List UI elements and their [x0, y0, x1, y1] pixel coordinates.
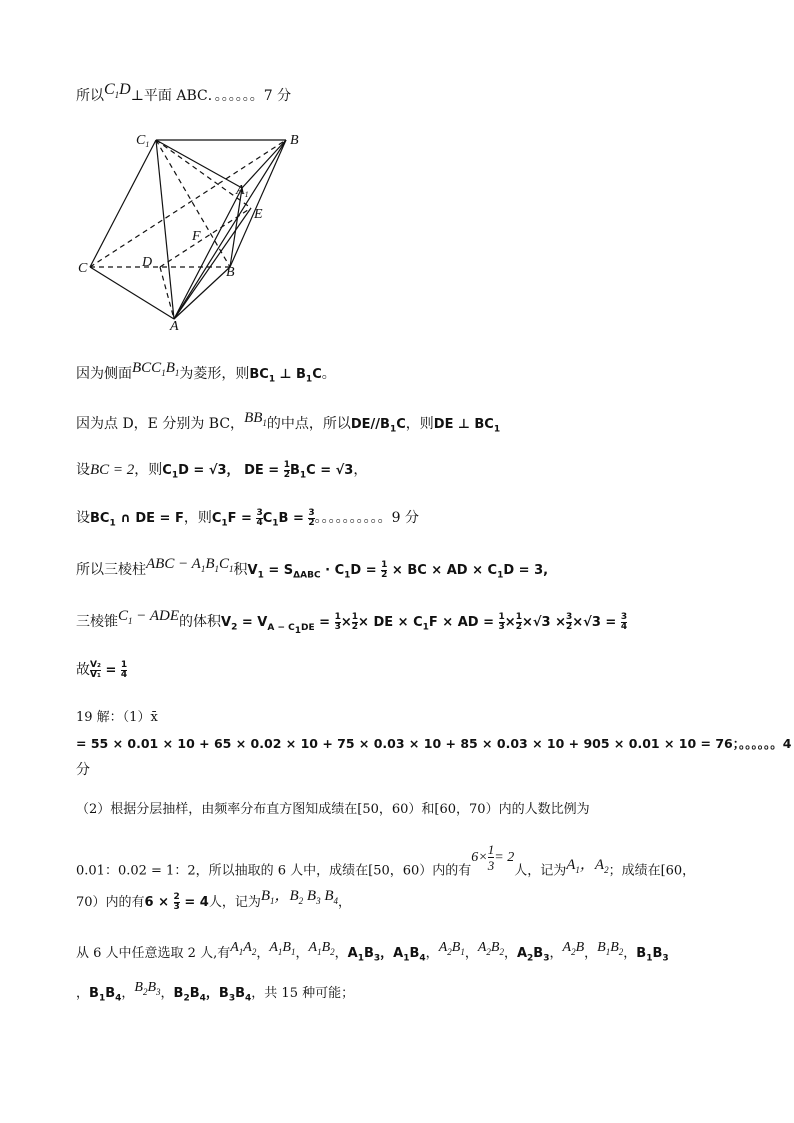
text: 的体积 [179, 614, 222, 630]
text: 因为点 D，E 分别为 BC， [76, 416, 245, 432]
text: ；成绩在[60， [608, 863, 696, 879]
math-6-third: 6× $\frac{1}{3}$ = 2 [471, 842, 515, 873]
line-pairs-2: ，$B_1B_4$，$B_2B_3$，$B_2B_4$，$B_3B_4$，共 15 种可能； [76, 980, 355, 1004]
label-b-top: B [290, 133, 299, 148]
text: 人，记为 [514, 863, 567, 879]
text: ，则 [405, 416, 434, 432]
prism-figure [76, 126, 316, 336]
text: 积 [233, 562, 248, 578]
label-f: F [192, 229, 201, 244]
text: 19 解：（1）x̄ [76, 710, 158, 725]
label-a: A [170, 319, 179, 334]
label-c1: $C_1$ [136, 133, 150, 149]
line-conclusion-perpendicular [76, 81, 292, 111]
line-sample-b: 70）内的有6 × $\frac{2}{3}$ = 4人，记为$B_1$，$B_2$ $B_3$ $B_4$， [76, 888, 352, 912]
line-pairs-1: 从 6 人中任意选取 2 人,有$A_1A_2$，$A_1B_1$，$A_1B_2$，$A_1B_3$，$A_1B_4$，$A_2B_1$，$A_2B_2$，$A_2B_3$，$A_2B$，$B_1B_2$，$B_1B_3$ [76, 940, 669, 964]
math: $C_1F$ = $\frac{3}{4}$ $C_1B$ = $\frac{3}{2}$ [211, 508, 315, 529]
line-intersection [76, 508, 419, 534]
label-e: E [254, 207, 263, 222]
math: $BC_1$ ⊥ $B_1C$ [249, 367, 322, 385]
math: $\frac{\text{V₂}}{\text{V₁}}$ = $\frac{1}{4}$ [90, 660, 128, 680]
label-c: C [78, 261, 88, 276]
math-bcc1b1: $BCC_1B_1$ [132, 360, 180, 378]
math: $C_1D = √3$， DE = $\frac{1}{2}$ $B_1C = √3$ [162, 460, 354, 481]
text: 三棱锥 [76, 614, 118, 630]
text: 从 6 人中任意选取 2 人,有 [76, 946, 231, 961]
text: 为菱形，则 [179, 366, 250, 382]
math: BC = 2 [90, 462, 135, 478]
label-b: B [226, 265, 235, 280]
line-score: 分 [76, 762, 90, 778]
math: DE ⊥ $BC_1$ [433, 417, 501, 435]
math-a1-a2: $A_1$，$A_2$ [566, 856, 609, 875]
text: 设 [76, 510, 90, 526]
text: ，则 [134, 462, 163, 478]
line-pyramid-volume [76, 608, 628, 640]
math: $V_2 = V_{A - C_1DE}$ = $\frac{1}{3}$ × $\frac{1}{2}$ × DE × $C_1F$ × AD = $\frac{1}{3}$ × $\frac{1}{2}$ ×√3 × $\frac{3}{2}$ ×√3 = $\frac{3}{4}$ [221, 612, 628, 636]
math-b1-b4: $B_1$，$B_2$ $B_3$ $B_4$ [260, 888, 339, 906]
math-c1-ade: $C_1$ − ADE [118, 608, 180, 626]
line-ratio [76, 660, 127, 681]
math: $BC_1$ ∩ DE = F [90, 511, 184, 529]
text: 70）内的有 [76, 895, 145, 910]
math-pairs: $A_1A_2$ [230, 940, 257, 957]
text: 0.01：0.02 = 1：2，所以抽取的 6 人中，成绩在[50，60）内的有 [76, 863, 472, 879]
math-c1d: $C_1D$ [104, 81, 131, 101]
line-stratified: （2）根据分层抽样，由频率分布直方图知成绩在[50，60）和[60，70）内的人数比例为 [76, 802, 590, 817]
text: 的中点，所以 [266, 416, 351, 432]
line-sample-a [76, 842, 696, 887]
text: 所以 [76, 88, 104, 104]
math: $DE//B_1C$ [350, 417, 406, 435]
line-q19-start [76, 708, 158, 728]
text: ⊥平面 ABC．。。。。。。7 分 [130, 88, 292, 104]
label-a1: $A_1$ [236, 183, 249, 199]
line-prism-volume [76, 556, 549, 586]
math: $V_1 = S_{\Delta ABC} \cdot C_1D$ = $\frac{1}{2}$ × BC × AD × $C_1D = 3$, [247, 560, 549, 581]
line-midpoints [76, 410, 501, 440]
math-abc-a1b1c1: ABC − $A_1B_1C_1$ [146, 556, 234, 574]
text: 故 [76, 662, 90, 678]
text: 因为侧面 [76, 366, 132, 382]
line-assume-bc [76, 460, 367, 486]
text: ， [353, 462, 368, 478]
text: 。。。。。。。。。。9 分 [314, 510, 420, 526]
text: ，则 [183, 510, 212, 526]
text: ，共 15 种可能； [251, 986, 355, 1001]
line-rhombus [76, 360, 336, 390]
text: 人，记为 [208, 895, 261, 910]
math: 6 × $\frac{2}{3}$ = 4 [144, 892, 209, 912]
line-mean-calc: = 55 × 0.01 × 10 + 65 × 0.02 × 10 + 75 × 0.03 × 10 + 85 × 0.03 × 10 + 905 × 0.01 × 10 = 76；。。。。。。4 [76, 736, 792, 751]
math-bb1: $BB_1$ [244, 410, 267, 428]
text: 设 [76, 462, 90, 478]
label-d: D [142, 255, 153, 270]
text: 所以三棱柱 [76, 562, 146, 578]
text: 。 [321, 366, 336, 382]
